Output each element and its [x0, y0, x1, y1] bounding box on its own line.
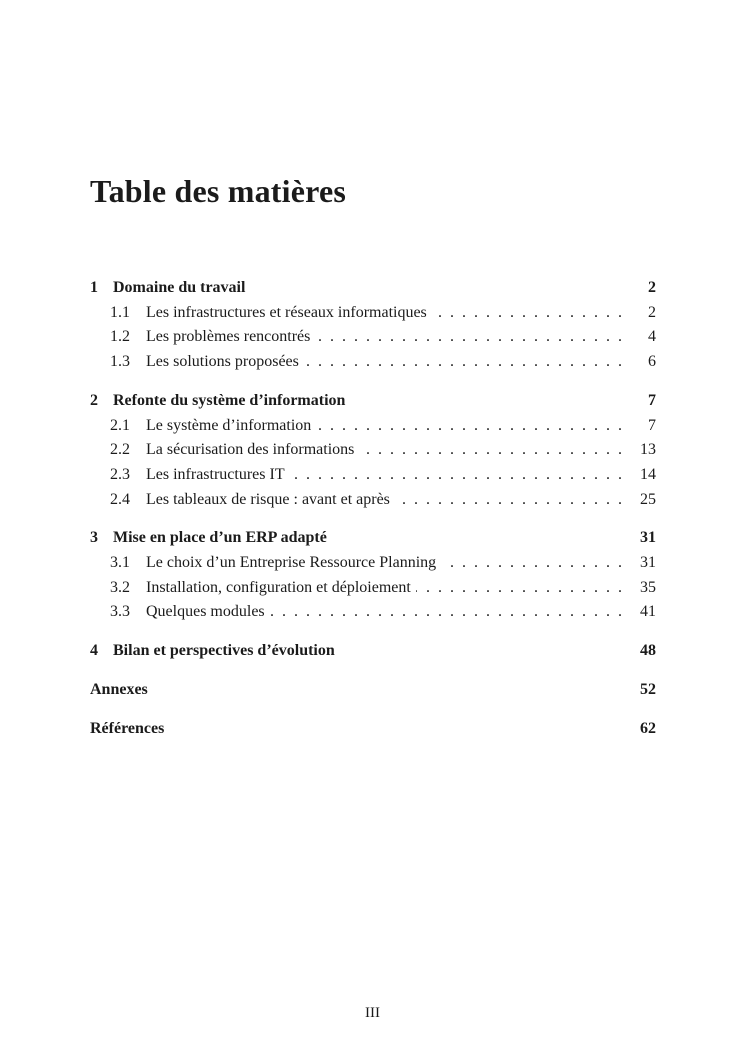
dot-leader — [315, 325, 624, 350]
chapter-title: Mise en place d’un ERP adapté — [113, 529, 327, 547]
toc-section-row[interactable] — [90, 488, 656, 513]
chapter-number: 4 — [90, 642, 98, 660]
section-number: 3.3 — [110, 603, 130, 621]
section-page-number: 25 — [640, 490, 656, 508]
section-number: 3.2 — [110, 578, 130, 596]
toc-chapter-row[interactable] — [90, 526, 656, 551]
section-page-number: 31 — [640, 554, 656, 572]
toc-section-row[interactable] — [90, 438, 656, 463]
footer-page-number: III — [365, 1005, 380, 1021]
toc-section-row[interactable] — [90, 350, 656, 375]
dot-leader — [441, 551, 624, 576]
section-number: 1.3 — [110, 353, 130, 371]
section-page-number: 14 — [640, 465, 656, 483]
section-title: La sécurisation des informations — [146, 441, 355, 459]
chapter-title: Domaine du travail — [113, 279, 246, 296]
page-title: Table des matières — [90, 173, 347, 209]
dot-leader — [395, 488, 624, 513]
section-page-number: 41 — [640, 603, 656, 621]
section-number: 2.4 — [110, 490, 130, 508]
toc-group-chapter-2 — [90, 389, 656, 513]
section-page-number: 6 — [648, 353, 656, 371]
chapter-page-number: 62 — [640, 719, 656, 737]
toc-group-references — [90, 717, 656, 742]
dot-leader — [432, 301, 624, 326]
dot-leader — [290, 463, 624, 488]
dot-leader — [304, 350, 624, 375]
toc-group-annexes — [90, 678, 656, 703]
toc-section-row[interactable] — [90, 301, 656, 326]
section-title: Le système d’information — [146, 416, 312, 434]
section-number: 1.1 — [110, 303, 130, 321]
toc-section-row[interactable] — [90, 600, 656, 625]
section-number: 2.2 — [110, 441, 130, 459]
chapter-title: Références — [90, 719, 165, 737]
section-page-number: 13 — [640, 441, 656, 459]
dot-leader — [270, 600, 624, 625]
section-title: Le choix d’un Entreprise Ressource Planning — [146, 554, 437, 572]
section-title: Quelques modules — [146, 603, 265, 621]
chapter-title: Refonte du système d’information — [113, 391, 346, 409]
chapter-page-number: 31 — [640, 529, 656, 547]
section-title: Les infrastructures IT — [146, 465, 285, 483]
chapter-title: Annexes — [90, 680, 148, 698]
section-page-number: 4 — [648, 328, 656, 346]
chapter-page-number: 52 — [640, 680, 656, 698]
table-of-contents — [90, 276, 656, 741]
chapter-number: 2 — [90, 391, 98, 409]
toc-chapter-row[interactable] — [90, 639, 656, 664]
toc-section-row[interactable] — [90, 576, 656, 601]
section-number: 2.3 — [110, 465, 130, 483]
toc-group-chapter-3 — [90, 526, 656, 625]
toc-section-row[interactable] — [90, 325, 656, 350]
chapter-number: 1 — [90, 279, 98, 296]
section-title: Les solutions proposées — [146, 353, 299, 371]
toc-section-row[interactable] — [90, 551, 656, 576]
section-title: Les infrastructures et réseaux informatiques — [146, 303, 427, 321]
chapter-page-number: 2 — [648, 279, 656, 296]
section-page-number: 7 — [648, 416, 656, 434]
section-title: Les tableaux de risque : avant et après — [146, 490, 390, 508]
chapter-number: 3 — [90, 529, 98, 547]
toc-group-chapter-1 — [90, 276, 656, 375]
toc-group-chapter-4 — [90, 639, 656, 664]
toc-chapter-row[interactable] — [90, 389, 656, 414]
section-number: 2.1 — [110, 416, 130, 434]
section-title: Les problèmes rencontrés — [146, 328, 311, 346]
toc-section-row[interactable] — [90, 463, 656, 488]
toc-section-row[interactable] — [90, 414, 656, 439]
dot-leader — [316, 414, 624, 439]
section-page-number: 2 — [648, 303, 656, 321]
chapter-title: Bilan et perspectives d’évolution — [113, 642, 335, 660]
section-number: 3.1 — [110, 554, 130, 572]
section-number: 1.2 — [110, 328, 130, 346]
toc-chapter-row[interactable] — [90, 678, 656, 703]
dot-leader — [416, 576, 624, 601]
section-title: Installation, configuration et déploiement — [146, 578, 411, 596]
chapter-page-number: 7 — [648, 391, 656, 409]
dot-leader — [359, 438, 624, 463]
toc-chapter-row[interactable] — [90, 717, 656, 742]
chapter-page-number: 48 — [640, 642, 656, 660]
toc-chapter-row[interactable] — [90, 276, 656, 301]
section-page-number: 35 — [640, 578, 656, 596]
